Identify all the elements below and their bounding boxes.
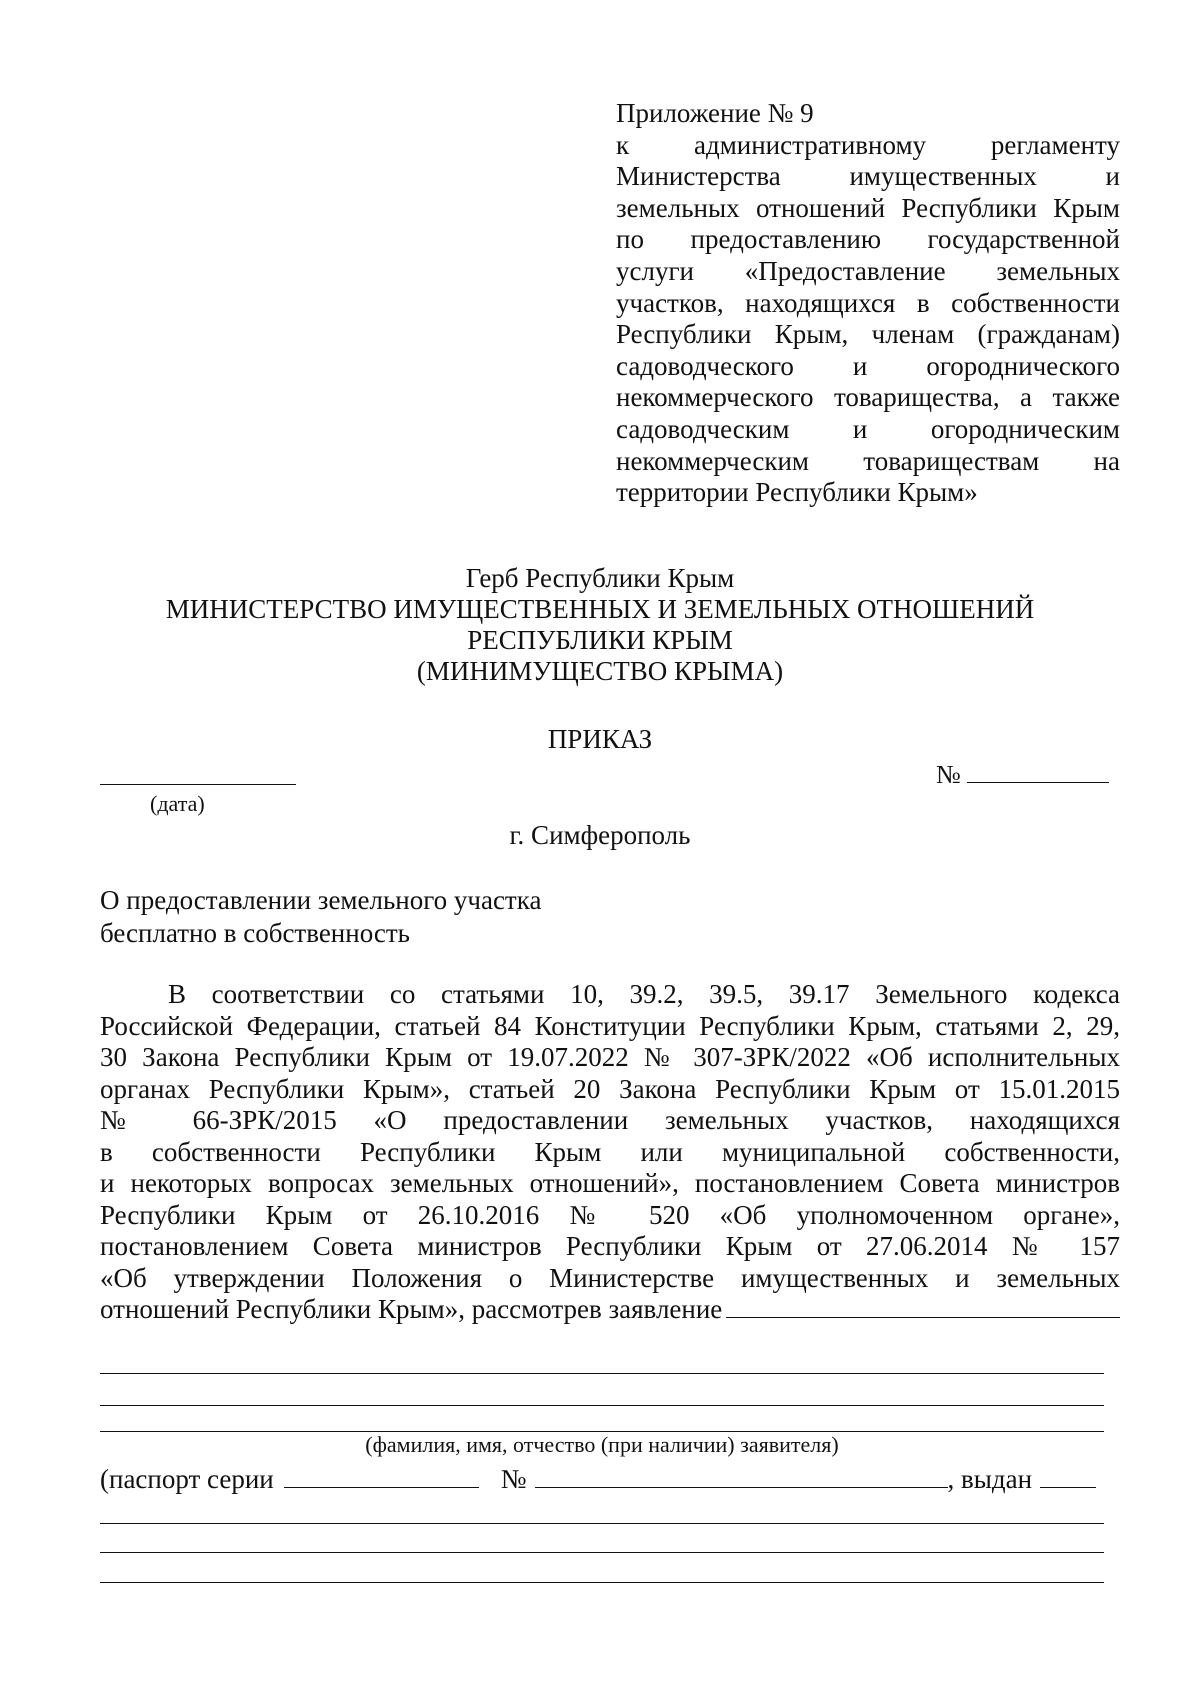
body-line: 30 Закона Республики Крым от 19.07.2022 № 307-ЗРК/2022 «Об исполнительных bbox=[100, 1042, 1120, 1072]
applicant-caption: (фамилия, имя, отчество (при наличии) заявителя) bbox=[365, 1432, 839, 1457]
city: г. Симферополь bbox=[509, 820, 691, 850]
body-line: В соответствии со статьями 10, 39.2, 39.5, 39.17 Земельного кодекса bbox=[168, 979, 1120, 1009]
appendix-line: услуги «Предоставление земельных bbox=[616, 255, 1120, 286]
number-field[interactable] bbox=[967, 758, 1109, 783]
issued-by-field-line[interactable] bbox=[100, 1552, 1104, 1553]
appendix-line: некоммерческим товариществам на bbox=[616, 445, 1120, 476]
date-field[interactable] bbox=[100, 784, 296, 785]
appendix-title: Приложение № 9 bbox=[616, 98, 814, 128]
subject-line: О предоставлении земельного участка bbox=[100, 885, 542, 915]
body-line-text: отношений Республики Крым», рассмотрев заявление bbox=[100, 1294, 723, 1324]
emblem-text: Герб Республики Крым bbox=[465, 563, 735, 593]
appendix-line: участков, находящихся в собственности bbox=[616, 287, 1120, 318]
application-field[interactable] bbox=[726, 1295, 1120, 1318]
body-line: Республики Крым от 26.10.2016 № 520 «Об уполномоченном органе», bbox=[100, 1199, 1120, 1230]
body-line: органах Республики Крым», статьей 20 Закона Республики Крым от 15.01.2015 bbox=[100, 1073, 1120, 1104]
passport-series-field[interactable] bbox=[284, 1465, 479, 1488]
subject-line: бесплатно в собственность bbox=[100, 918, 410, 948]
passport-series-label: (паспорт серии bbox=[100, 1464, 274, 1494]
order-body bbox=[100, 979, 1120, 1326]
passport-number-label: № bbox=[500, 1464, 527, 1494]
appendix-line: Министерства имущественных и bbox=[616, 161, 1120, 192]
issued-by-field[interactable] bbox=[1040, 1465, 1096, 1488]
appendix-block bbox=[616, 98, 1120, 509]
order-subject bbox=[100, 884, 700, 950]
ministry-name-line1: МИНИСТЕРСТВО ИМУЩЕСТВЕННЫХ И ЗЕМЕЛЬНЫХ ОТНОШЕНИЙ bbox=[165, 594, 1035, 624]
issued-by-field-line[interactable] bbox=[100, 1523, 1104, 1524]
body-line: и некоторых вопросах земельных отношений», постановлением Совета министров bbox=[100, 1168, 1120, 1198]
appendix-line: некоммерческого товарищества, а также bbox=[616, 382, 1120, 413]
body-line: Российской Федерации, статьей 84 Конституции Республики Крым, статьями 2, 29, bbox=[100, 1010, 1120, 1041]
appendix-line: по предоставлению государственной bbox=[616, 224, 1120, 255]
applicant-field-line[interactable] bbox=[100, 1373, 1104, 1374]
ministry-name-line2: РЕСПУБЛИКИ КРЫМ bbox=[467, 625, 733, 655]
number-label: № bbox=[936, 760, 961, 789]
appendix-line: садоводческим и огородническим bbox=[616, 413, 1120, 444]
appendix-line: к административному регламенту bbox=[616, 129, 1120, 160]
issued-by-field-line[interactable] bbox=[100, 1582, 1104, 1583]
date-caption: (дата) bbox=[150, 791, 205, 816]
appendix-line: Республики Крым, членам (гражданам) bbox=[616, 319, 1120, 350]
applicant-field-line[interactable] bbox=[100, 1405, 1104, 1406]
passport-number-field[interactable] bbox=[535, 1465, 948, 1488]
ministry-short-name: (МИНИМУЩЕСТВО КРЫМА) bbox=[416, 656, 784, 686]
order-number bbox=[936, 758, 1109, 790]
body-line: «Об утверждении Положения о Министерстве имущественных и земельных bbox=[100, 1262, 1120, 1293]
passport-line bbox=[100, 1464, 1104, 1495]
ministry-header bbox=[100, 563, 1100, 687]
appendix-line: земельных отношений Республики Крым bbox=[616, 192, 1120, 223]
appendix-line: территории Республики Крым» bbox=[616, 477, 978, 508]
body-line: постановлением Совета министров Республики Крым от 27.06.2014 № 157 bbox=[100, 1231, 1120, 1261]
body-line: № 66-ЗРК/2015 «О предоставлении земельных участков, находящихся bbox=[100, 1105, 1120, 1135]
body-line: в собственности Республики Крым или муниципальной собственности, bbox=[100, 1136, 1120, 1167]
issued-label: , выдан bbox=[947, 1464, 1033, 1494]
body-line-last bbox=[100, 1294, 1120, 1326]
appendix-line: садоводческого и огороднического bbox=[616, 350, 1120, 381]
order-title: ПРИКАЗ bbox=[547, 724, 653, 754]
